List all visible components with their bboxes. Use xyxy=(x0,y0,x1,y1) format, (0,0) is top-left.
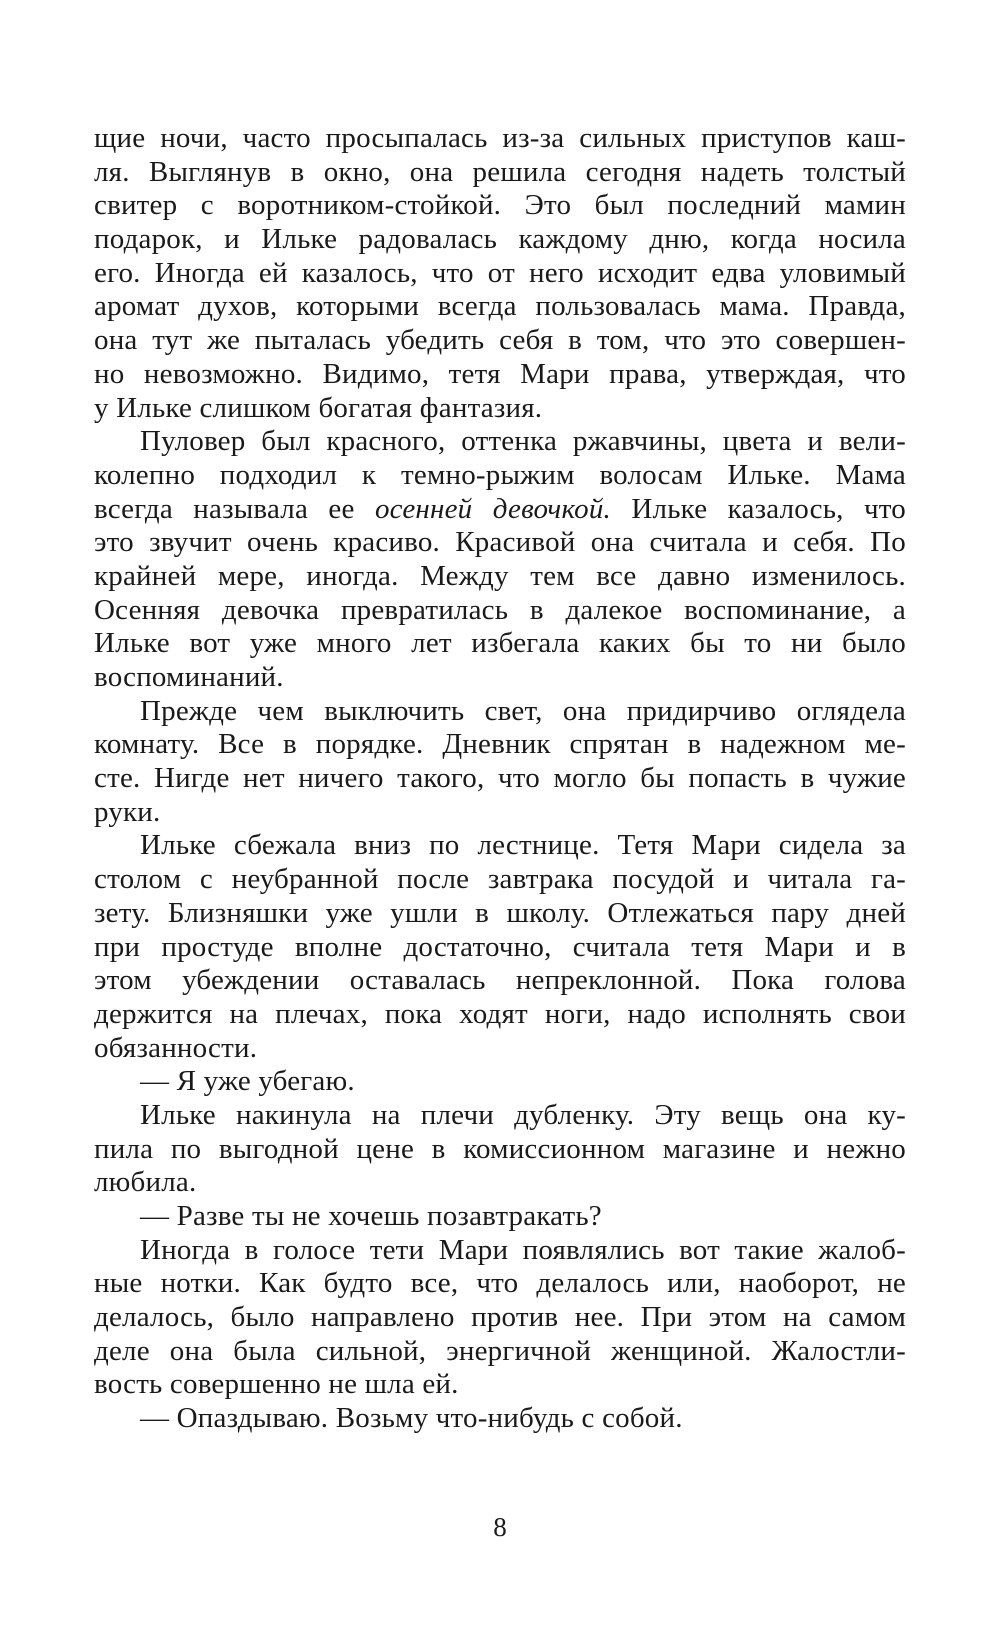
text-line: при простуде вполне достаточно, считала тетя Мари и в xyxy=(94,930,906,963)
text-line: обязанности. xyxy=(94,1031,258,1064)
text-line: подарок, и Ильке радовалась каждому дню, когда носила xyxy=(94,223,906,256)
text-line: Осенняя девочка превратилась в далекое воспоминание, а xyxy=(94,593,906,626)
text-line: зету. Близняшки уже ушли в школу. Отлежаться пару дней xyxy=(94,896,906,929)
text-line: это звучит очень красиво. Красивой она считала и себя. По xyxy=(94,526,906,559)
dialogue-line: — Опаздываю. Возьму что-нибудь с собой. xyxy=(140,1402,683,1435)
paragraph-first-line: Ильке накинула на плечи дубленку. Эту вещь она ку- xyxy=(140,1098,906,1131)
text-segment: всегда называла ее xyxy=(94,492,355,525)
text-line: аромат духов, которыми всегда пользовалась мама. Правда, xyxy=(94,290,906,323)
text-line: деле она была сильной, энергичной женщиной. Жалостли- xyxy=(94,1334,906,1367)
paragraph-first-line: Иногда в голосе тети Мари появлялись вот такие жалоб- xyxy=(140,1233,906,1266)
text-line: этом убеждении оставалась непреклонной. Пока голова xyxy=(94,964,906,997)
body-text xyxy=(94,122,906,1436)
text-line: она тут же пыталась убедить себя в том, что это совершен- xyxy=(94,324,906,357)
text-line: крайней мере, иногда. Между тем все давно изменилось. xyxy=(94,559,906,592)
text-line: воспоминаний. xyxy=(94,661,284,693)
text-line xyxy=(94,493,906,527)
text-line: держится на плечах, пока ходят ноги, надо исполнять свои xyxy=(94,997,906,1030)
text-line: делалось, было направлено против нее. При этом на самом xyxy=(94,1301,906,1334)
text-line: любила. xyxy=(94,1166,197,1199)
text-line: сте. Нигде нет ничего такого, что могло бы попасть в чужие xyxy=(94,762,906,795)
paragraph-first-line: Прежде чем выключить свет, она придирчиво оглядела xyxy=(140,694,906,727)
italic-phrase: осенней девочкой. xyxy=(374,492,611,525)
text-line: но невозможно. Видимо, тетя Мари права, утверждая, что xyxy=(94,357,906,390)
text-line: руки. xyxy=(94,795,161,828)
text-line: столом с неубранной после завтрака посудой и читала га- xyxy=(94,863,906,896)
text-line: вость совершенно не шла ей. xyxy=(94,1368,459,1401)
text-line: комнату. Все в порядке. Дневник спрятан в надежном ме- xyxy=(94,728,906,761)
text-line: Ильке вот уже много лет избегала каких бы то ни было xyxy=(94,627,906,660)
text-line: колепно подходил к темно-рыжим волосам Ильке. Мама xyxy=(94,458,906,491)
text-line: его. Иногда ей казалось, что от него исходит едва уловимый xyxy=(94,256,906,289)
dialogue-line: — Разве ты не хочешь позавтракать? xyxy=(140,1200,602,1232)
paragraph-first-line: Ильке сбежала вниз по лестнице. Тетя Мари сидела за xyxy=(140,829,906,862)
text-line: ные нотки. Как будто все, что делалось или, наоборот, не xyxy=(94,1267,906,1300)
paragraph-first-line: Пуловер был красного, оттенка ржавчины, цвета и вели- xyxy=(140,425,906,458)
text-segment: Ильке казалось, что xyxy=(631,492,906,525)
text-line: свитер с воротником-стойкой. Это был последний мамин xyxy=(94,189,906,222)
text-line: щие ночи, часто просыпалась из-за сильных приступов каш- xyxy=(94,122,906,154)
dialogue-line: — Я уже убегаю. xyxy=(140,1065,355,1098)
page-number: 8 xyxy=(493,1512,507,1542)
text-line: у Ильке слишком богатая фантазия. xyxy=(94,391,543,424)
text-line: ля. Выглянув в окно, она решила сегодня надеть толстый xyxy=(94,155,906,188)
text-line: пила по выгодной цене в комиссионном магазине и нежно xyxy=(94,1132,906,1165)
